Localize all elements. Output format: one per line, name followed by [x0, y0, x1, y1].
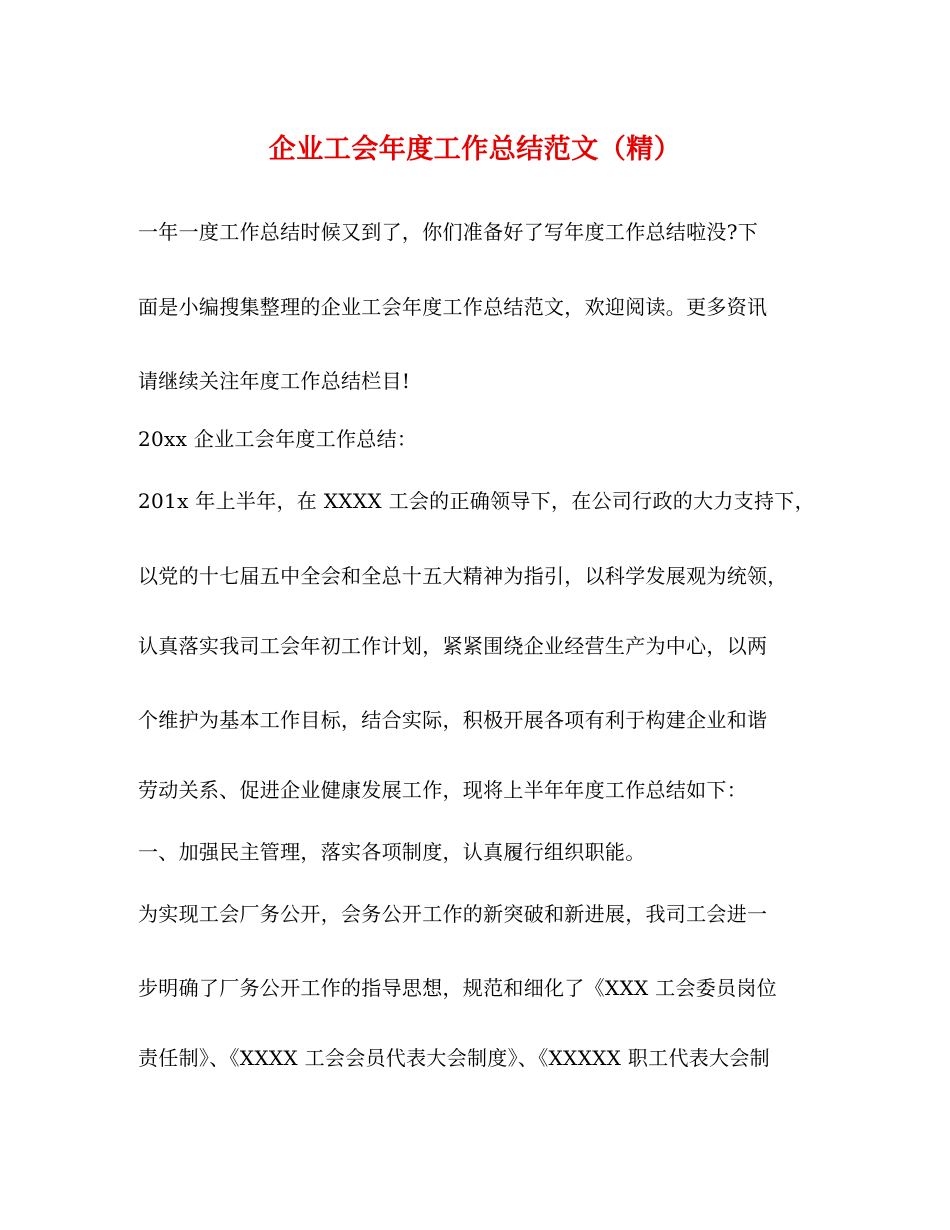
- text-line: 责任制》、《XXXX 工会会员代表大会制度》、《XXXXX 职工代表大会制: [138, 1046, 770, 1070]
- text-line: 步明确了厂务公开工作的指导思想，规范和细化了《XXX 工会委员岗位: [138, 976, 777, 1000]
- text-line: 劳动关系、促进企业健康发展工作，现将上半年年度工作总结如下：: [138, 778, 747, 802]
- text-line: 面是小编搜集整理的企业工会年度工作总结范文，欢迎阅读。更多资讯: [138, 295, 768, 319]
- text-line: 以党的十七届五中全会和全总十五大精神为指引，以科学发展观为统领，: [138, 564, 788, 588]
- text-line: 个维护为基本工作目标，结合实际，积极开展各项有利于构建企业和谐: [138, 708, 768, 732]
- text-line: 为实现工会厂务公开，会务公开工作的新突破和新进展，我司工会进一: [138, 902, 768, 926]
- text-line: 一年一度工作总结时候又到了，你们准备好了写年度工作总结啦没?下: [138, 220, 759, 244]
- document-title: 企业工会年度工作总结范文（精）: [268, 134, 682, 165]
- text-line: 请继续关注年度工作总结栏目!: [138, 369, 411, 393]
- text-line: 201x 年上半年，在 XXXX 工会的正确领导下，在公司行政的大力支持下，: [138, 489, 815, 513]
- text-line: 20xx 企业工会年度工作总结：: [138, 427, 418, 451]
- text-line: 认真落实我司工会年初工作计划，紧紧围绕企业经营生产为中心，以两: [138, 634, 768, 658]
- text-line: 一、加强民主管理，落实各项制度，认真履行组织职能。: [138, 840, 646, 864]
